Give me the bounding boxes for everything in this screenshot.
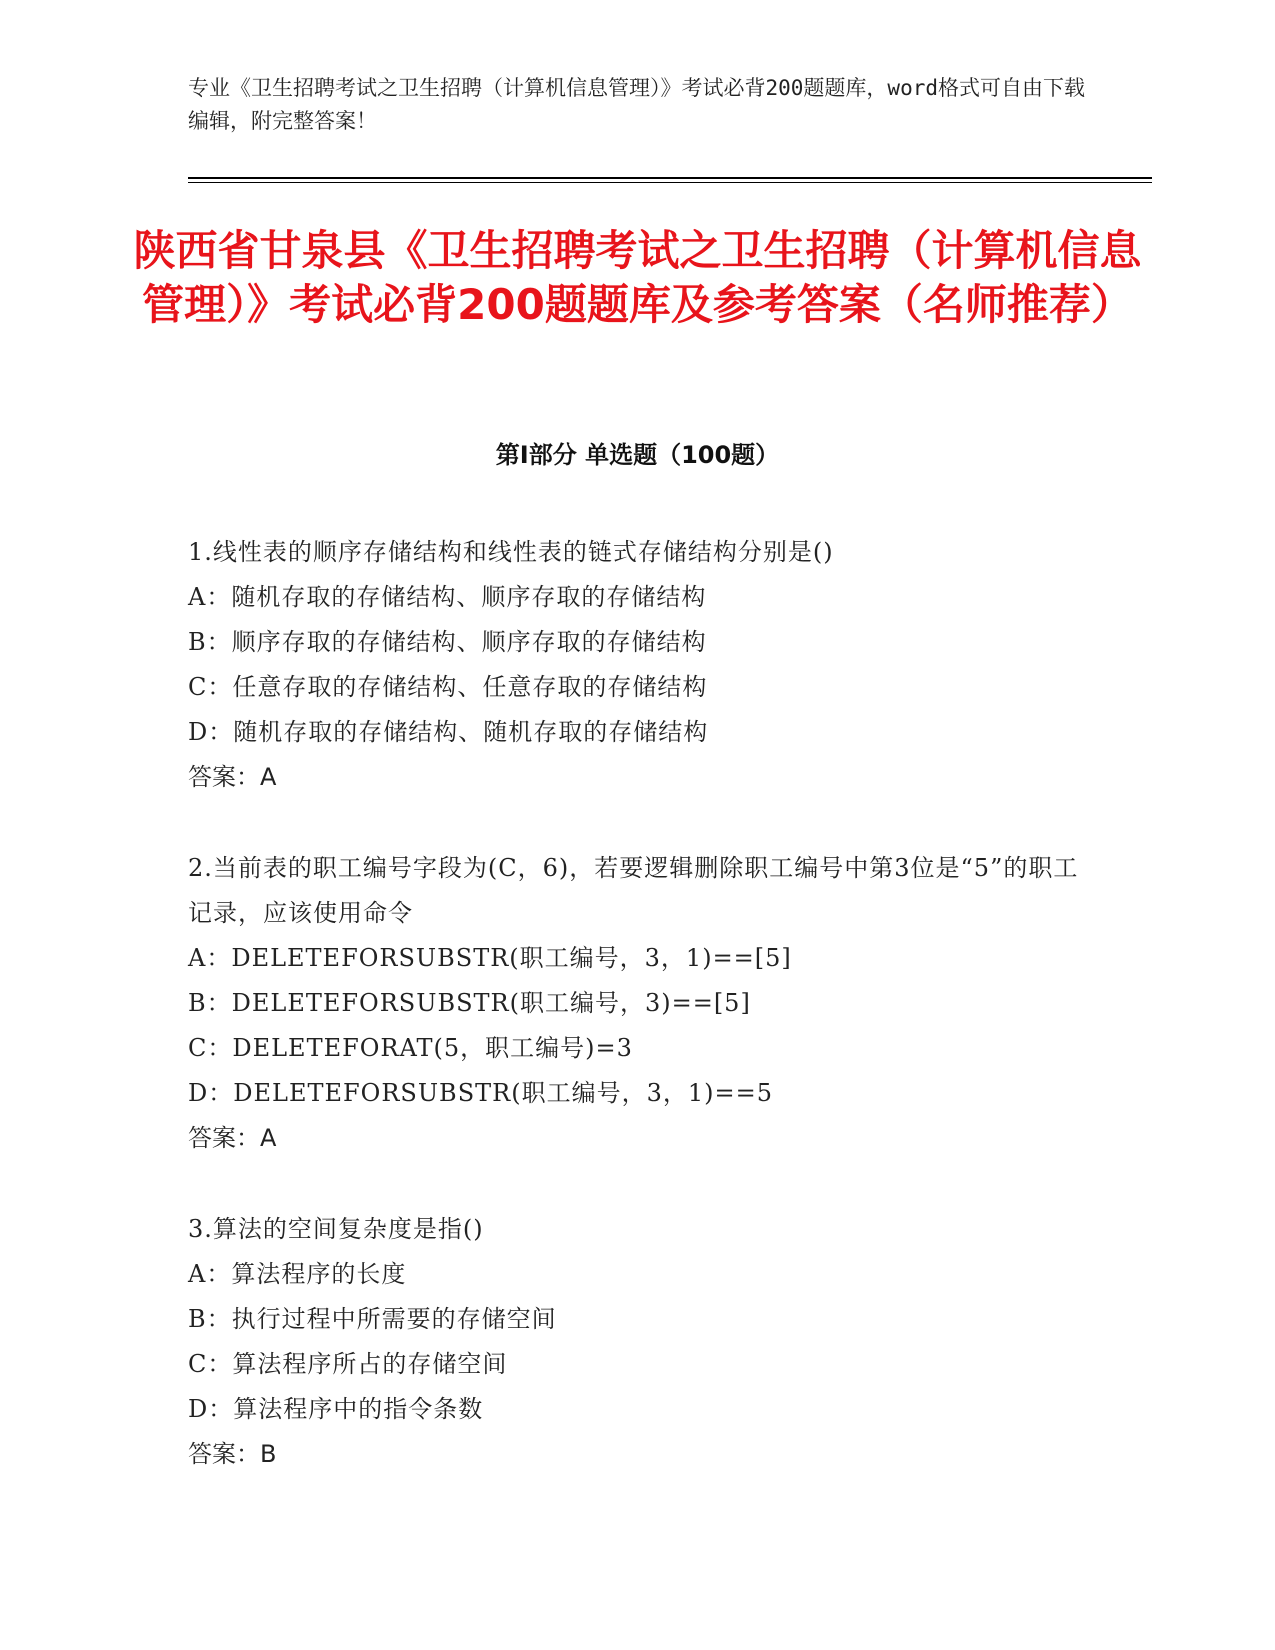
option-a: A：随机存取的存储结构、顺序存取的存储结构 [188, 583, 707, 611]
option-c: C：任意存取的存储结构、任意存取的存储结构 [188, 673, 708, 701]
option-b: B：执行过程中所需要的存储空间 [188, 1305, 557, 1333]
option-c: C：算法程序所占的存储空间 [188, 1350, 508, 1378]
question-list [188, 530, 1088, 1523]
option-d: D：随机存取的存储结构、随机存取的存储结构 [188, 718, 709, 746]
answer: 答案：A [188, 763, 277, 791]
option-c: C：DELETEFORAT(5，职工编号)=3 [188, 1034, 633, 1062]
header-rule-thick [188, 177, 1152, 179]
option-b: B：顺序存取的存储结构、顺序存取的存储结构 [188, 628, 707, 656]
question-2 [188, 846, 1088, 1161]
answer: 答案：A [188, 1124, 277, 1152]
question-1 [188, 530, 1088, 800]
header-rule-thin [188, 182, 1152, 183]
intro-text: 专业《卫生招聘考试之卫生招聘（计算机信息管理）》考试必背200题题库，word格式可自由下载编辑，附完整答案！ [188, 76, 1085, 133]
option-a: A：算法程序的长度 [188, 1260, 407, 1288]
document-title: 陕西省甘泉县《卫生招聘考试之卫生招聘（计算机信息管理）》考试必背200题题库及参考答案（名师推荐） [133, 226, 1142, 329]
question-3 [188, 1207, 1088, 1477]
answer: 答案：B [188, 1440, 277, 1468]
section-title: 第Ⅰ部分 单选题（100题） [495, 441, 780, 469]
option-d: D：DELETEFORSUBSTR(职工编号，3，1)==5 [188, 1079, 773, 1107]
option-d: D：算法程序中的指令条数 [188, 1395, 484, 1423]
option-b: B：DELETEFORSUBSTR(职工编号，3)==[5] [188, 989, 751, 1017]
question-stem: 2.当前表的职工编号字段为(C，6)，若要逻辑删除职工编号中第3位是“5”的职工记录，应该使用命令 [188, 854, 1079, 927]
option-a: A：DELETEFORSUBSTR(职工编号，3，1)==[5] [188, 944, 792, 972]
question-stem: 3.算法的空间复杂度是指() [188, 1215, 484, 1243]
question-stem: 1.线性表的顺序存储结构和线性表的链式存储结构分别是() [188, 538, 834, 566]
